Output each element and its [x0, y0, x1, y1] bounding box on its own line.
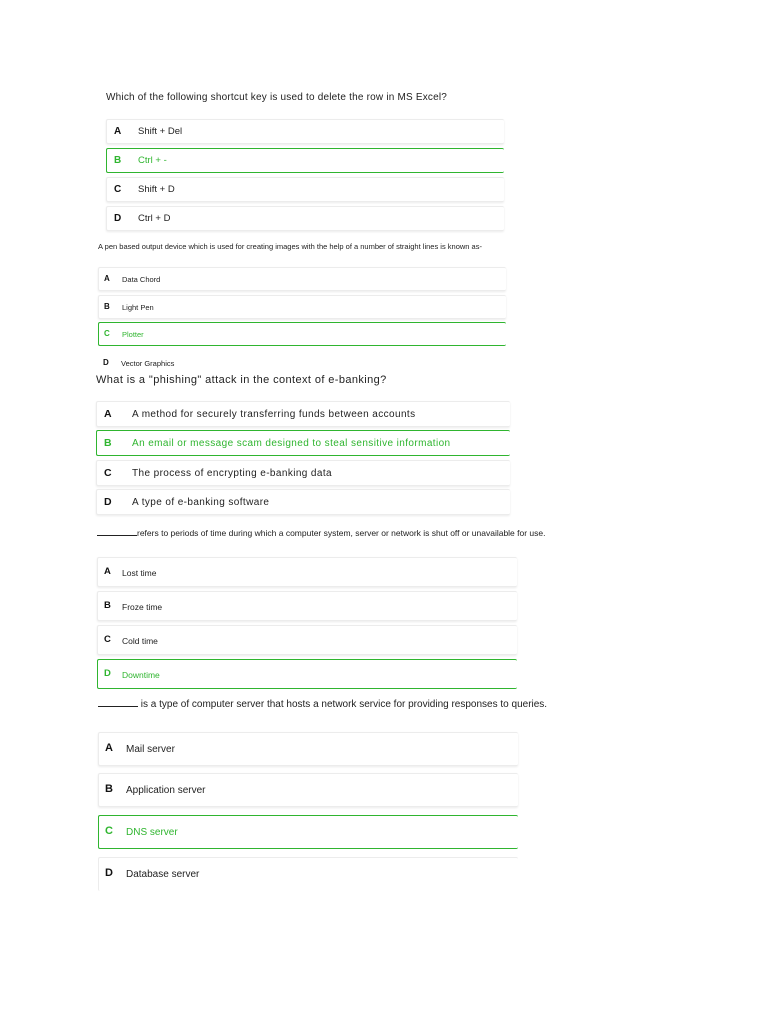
option-label: Application server: [126, 785, 206, 796]
option-d-correct[interactable]: [97, 659, 517, 689]
option-a[interactable]: [106, 119, 504, 144]
option-a[interactable]: [98, 267, 506, 291]
option-label: Vector Graphics: [121, 359, 175, 368]
option-d[interactable]: [106, 206, 504, 231]
option-letter: D: [105, 867, 113, 879]
option-letter: A: [104, 274, 110, 283]
option-label: Ctrl + D: [138, 213, 171, 224]
option-letter: C: [104, 467, 112, 479]
option-c[interactable]: [96, 460, 510, 486]
option-letter: C: [114, 184, 122, 195]
option-label: Ctrl + -: [138, 155, 167, 166]
option-b[interactable]: [98, 773, 518, 807]
option-label: Cold time: [122, 636, 158, 646]
option-a[interactable]: [96, 401, 510, 427]
option-letter: B: [104, 600, 111, 611]
option-letter: A: [105, 742, 113, 754]
option-b-correct[interactable]: [96, 430, 510, 456]
option-d[interactable]: [96, 489, 510, 515]
question-text: is a type of computer server that hosts a network service for providing responses to queries.: [140, 699, 548, 710]
option-label: Froze time: [122, 602, 163, 612]
option-label: Mail server: [126, 744, 175, 755]
option-a[interactable]: [98, 732, 518, 766]
option-label: The process of encrypting e-banking data: [132, 468, 332, 479]
question-text: Which of the following shortcut key is used to delete the row in MS Excel?: [106, 92, 448, 103]
option-a[interactable]: [97, 557, 517, 587]
option-letter: A: [104, 566, 111, 577]
option-d[interactable]: [98, 857, 518, 891]
option-b-correct[interactable]: [106, 148, 504, 173]
question-text-row: [97, 526, 546, 538]
question-text: What is a "phishing" attack in the context of e-banking?: [96, 374, 387, 386]
answer-blank: [97, 526, 137, 536]
option-letter: B: [105, 783, 113, 795]
option-letter: C: [104, 634, 111, 645]
option-label: Light Pen: [122, 303, 154, 312]
option-b[interactable]: [97, 591, 517, 621]
option-c-correct[interactable]: [98, 322, 506, 346]
question-text: refers to periods of time during which a computer system, server or network is shut off or unavailable for use.: [137, 528, 546, 538]
option-label: An email or message scam designed to steal sensitive information: [132, 438, 451, 449]
option-label: Plotter: [122, 330, 144, 339]
option-label: Data Chord: [122, 275, 161, 284]
option-letter: D: [103, 358, 109, 367]
option-letter: C: [105, 825, 113, 837]
option-letter: A: [114, 126, 122, 137]
option-label: Database server: [126, 869, 200, 880]
option-c[interactable]: [106, 177, 504, 202]
option-letter: D: [104, 668, 111, 679]
option-letter: D: [114, 213, 122, 224]
option-d[interactable]: [98, 352, 506, 376]
option-label: A type of e-banking software: [132, 497, 270, 508]
option-letter: A: [104, 408, 112, 420]
answer-blank: [98, 696, 138, 707]
option-label: Lost time: [122, 568, 157, 578]
option-letter: B: [104, 437, 112, 449]
option-letter: B: [114, 155, 122, 166]
option-c[interactable]: [97, 625, 517, 655]
option-b[interactable]: [98, 295, 506, 319]
option-label: DNS server: [126, 827, 178, 838]
option-label: Shift + Del: [138, 126, 183, 137]
option-c-correct[interactable]: [98, 815, 518, 849]
option-label: Shift + D: [138, 184, 175, 195]
option-letter: C: [104, 329, 110, 338]
option-label: Downtime: [122, 670, 160, 680]
question-text-row: [98, 696, 547, 710]
option-letter: B: [104, 302, 110, 311]
question-text: A pen based output device which is used for creating images with the help of a number of straight lines is known as-: [98, 242, 482, 251]
option-label: A method for securely transferring funds between accounts: [132, 409, 416, 420]
option-letter: D: [104, 496, 112, 508]
